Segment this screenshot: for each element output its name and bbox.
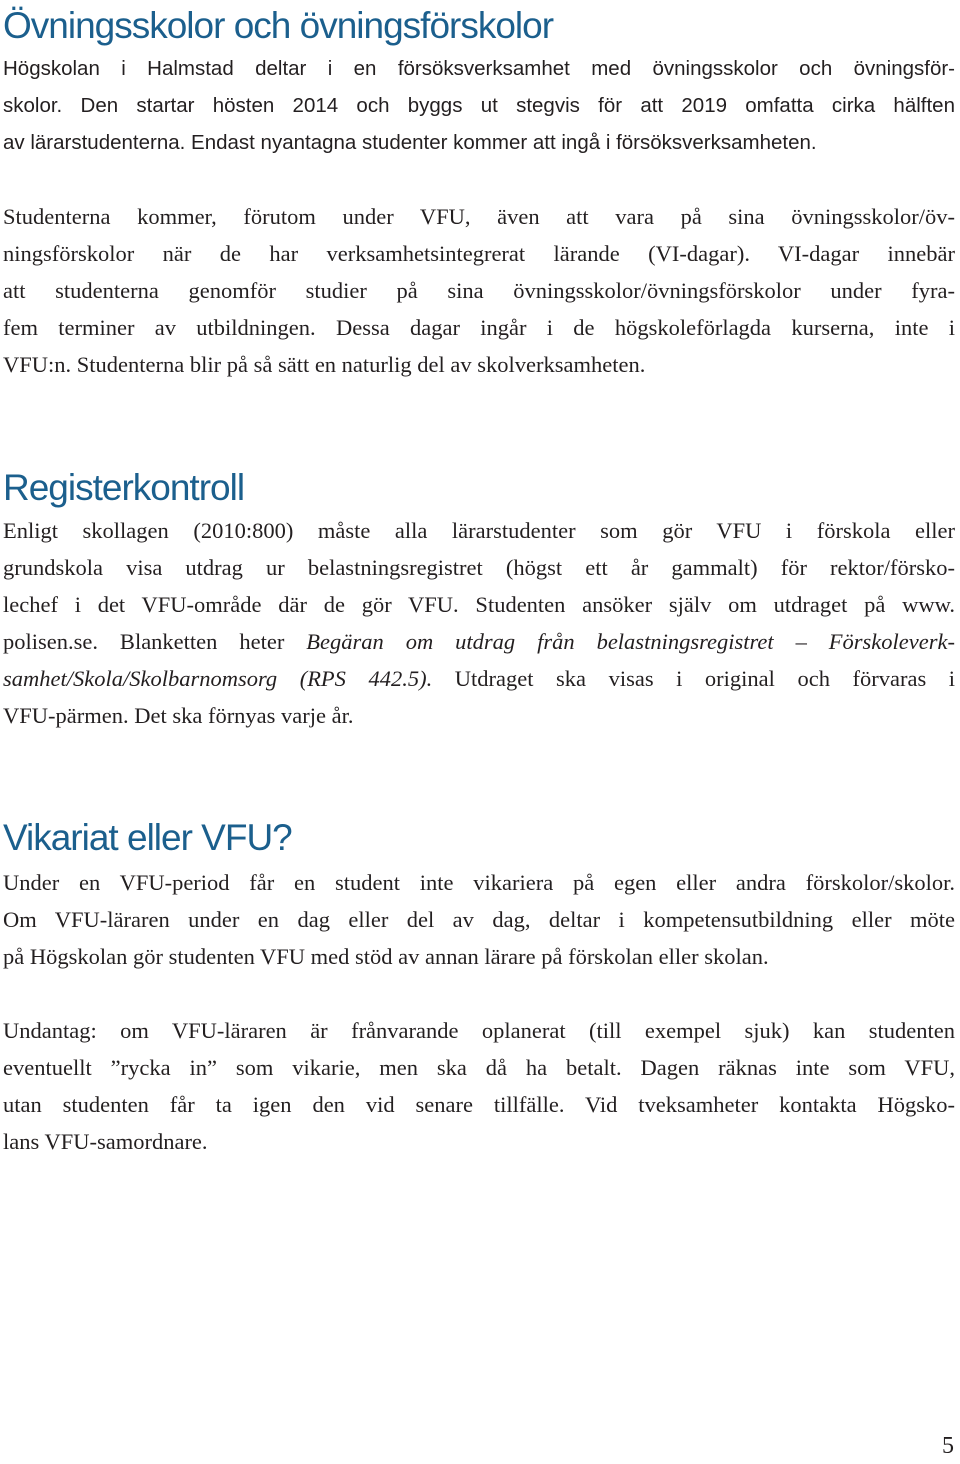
section-heading-ovningsskolor: Övningsskolor och övningsförskolor: [3, 5, 554, 46]
text-line: grundskola visa utdrag ur belastningsregistret (högst ett år gammalt) för rektor/försko-: [3, 555, 955, 580]
paragraph-vikariat: [3, 864, 955, 975]
text-run: Utdraget ska visas i original och förvaras i: [432, 666, 955, 691]
text-line: att studenterna genomför studier på sina övningsskolor/övningsförskolor under fyra-: [3, 278, 955, 303]
text-line: Enligt skollagen (2010:800) måste alla lärarstudenter som gör VFU i förskola eller: [3, 518, 955, 543]
text-line: VFU-pärmen. Det ska förnyas varje år.: [3, 703, 354, 728]
section-heading-registerkontroll: Registerkontroll: [3, 467, 245, 508]
paragraph-vi-dagar: [3, 198, 955, 383]
paragraph-registerkontroll: [3, 512, 955, 734]
text-line: Under en VFU-period får en student inte vikariera på egen eller andra förskolor/skolor.: [3, 870, 955, 895]
text-line: Studenterna kommer, förutom under VFU, även att vara på sina övningsskolor/öv-: [3, 204, 955, 229]
text-line: utan studenten får ta igen den vid senare tillfälle. Vid tveksamheter kontakta Högsko-: [3, 1092, 955, 1117]
text-line: av lärarstudenterna. Endast nyantagna studenter kommer att ingå i försöksverksamheten.: [3, 131, 817, 154]
text-line: på Högskolan gör studenten VFU med stöd av annan lärare på förskolan eller skolan.: [3, 944, 769, 969]
text-line: VFU:n. Studenterna blir på så sätt en naturlig del av skolverksamheten.: [3, 352, 646, 377]
text-line: [3, 660, 955, 697]
text-line: fem terminer av utbildningen. Dessa dagar ingår i de högskoleförlagda kurserna, inte i: [3, 315, 955, 340]
form-title-italic: Begäran om utdrag från belastningsregistret – Förskoleverk-: [306, 629, 955, 654]
text-line: eventuellt ”rycka in” som vikarie, men ska då ha betalt. Dagen räknas inte som VFU,: [3, 1055, 955, 1080]
text-line: Undantag: om VFU-läraren är frånvarande oplanerat (till exempel sjuk) kan studenten: [3, 1018, 955, 1043]
text-line: [3, 623, 955, 660]
text-line: ningsförskolor när de har verksamhetsintegrerat lärande (VI-dagar). VI-dagar innebär: [3, 241, 955, 266]
text-line: lans VFU-samordnare.: [3, 1129, 208, 1154]
form-title-italic: samhet/Skola/Skolbarnomsorg (RPS 442.5).: [3, 666, 433, 691]
text-line: skolor. Den startar hösten 2014 och byggs ut stegvis för att 2019 omfatta cirka hälften: [3, 94, 955, 117]
paragraph-undantag: [3, 1012, 955, 1160]
text-run: polisen.se. Blanketten heter: [3, 629, 307, 654]
text-line: Om VFU-läraren under en dag eller del av dag, deltar i kompetensutbildning eller möte: [3, 907, 955, 932]
text-line: lechef i det VFU-område där de gör VFU. Studenten ansöker själv om utdraget på www.: [3, 592, 955, 617]
paragraph-ovningsskolor-intro: [3, 50, 955, 161]
section-heading-vikariat: Vikariat eller VFU?: [3, 817, 292, 858]
page-number: 5: [942, 1433, 954, 1459]
text-line: Högskolan i Halmstad deltar i en försöksverksamhet med övningsskolor och övningsför-: [3, 57, 955, 80]
